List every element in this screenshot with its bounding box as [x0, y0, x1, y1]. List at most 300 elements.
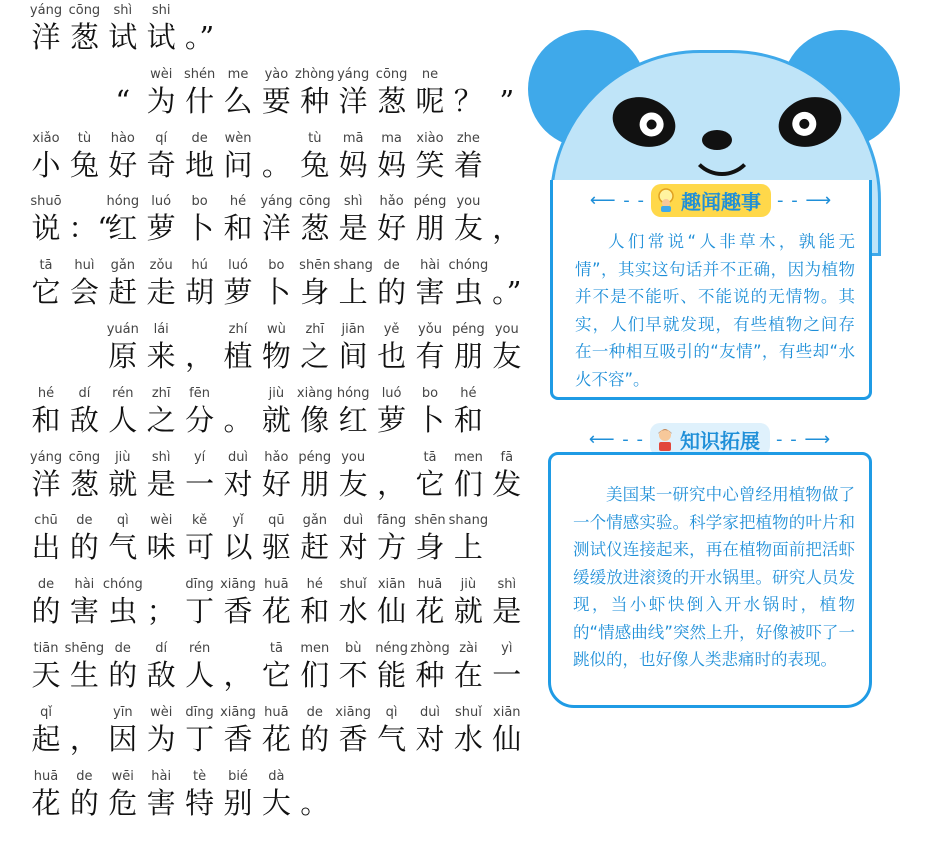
pinyin: de [37, 577, 55, 593]
hanzi: 来 [146, 339, 176, 373]
pinyin: cōng [68, 449, 101, 465]
pinyin: yuán [106, 322, 139, 337]
story-char [184, 641, 216, 705]
hanzi: 花 [261, 594, 291, 629]
story-char [491, 322, 523, 386]
hanzi: 之 [300, 339, 330, 373]
pinyin: zhī [151, 385, 171, 401]
fun-facts-badge [651, 184, 771, 217]
hanzi: 好 [108, 147, 138, 182]
pinyin: xiāng [220, 577, 256, 593]
hanzi: 仙 [492, 721, 522, 756]
hanzi: 有 [415, 339, 445, 373]
pinyin: qū [268, 513, 285, 529]
pinyin: hé [229, 194, 247, 210]
pinyin: tā [269, 641, 283, 656]
pinyin: yīn [113, 704, 133, 720]
hanzi: 出 [31, 530, 61, 565]
hanzi: 害 [146, 785, 176, 820]
pinyin: wèi [150, 66, 173, 82]
pinyin: hú [191, 258, 208, 274]
hanzi: 试 [108, 20, 138, 54]
story-line [0, 386, 510, 450]
hanzi: 花 [31, 785, 61, 820]
hanzi: 可 [185, 530, 215, 565]
pinyin: huā [264, 577, 289, 593]
story-char [102, 577, 143, 641]
hanzi: 胡 [185, 275, 215, 310]
hanzi: 。” [492, 275, 522, 310]
hanzi: 要 [261, 83, 291, 118]
knowledge-title: 知识拓展 [680, 428, 760, 453]
pinyin: yì [501, 641, 513, 656]
pinyin: hào [110, 130, 135, 146]
story-char [184, 3, 216, 67]
pinyin: hǎo [379, 194, 404, 210]
story-char [448, 258, 489, 322]
pinyin: chóng [102, 577, 143, 593]
hanzi: 别 [223, 785, 253, 820]
hanzi: 就 [108, 466, 138, 501]
pinyin: duì [419, 704, 441, 720]
story-char [491, 641, 523, 705]
hanzi: 身 [300, 275, 330, 310]
pinyin: xiān [377, 577, 406, 593]
story-line [0, 66, 515, 131]
pinyin: hé [37, 385, 55, 401]
hanzi: 妈 [338, 147, 368, 182]
pinyin: wèn [224, 130, 252, 146]
pinyin: de [191, 130, 208, 146]
hanzi: 上 [338, 275, 368, 310]
hanzi: ， [185, 339, 215, 373]
hanzi: 在 [453, 658, 483, 692]
hanzi: 虫 [108, 594, 138, 629]
hanzi: 兔 [69, 147, 99, 182]
hanzi: 萝 [377, 402, 407, 437]
story-char [491, 67, 523, 131]
hanzi: 的 [108, 658, 138, 692]
hanzi: 花 [261, 721, 291, 756]
pinyin: de [76, 513, 93, 529]
hanzi: ； [146, 594, 176, 629]
pinyin: hǎo [264, 449, 289, 465]
pinyin: jiù [460, 577, 477, 593]
hanzi: 呢 [415, 83, 445, 118]
hanzi: 卜 [185, 211, 215, 246]
story-char [30, 194, 62, 258]
pinyin: yáng [337, 66, 370, 82]
pinyin: duì [227, 449, 249, 465]
pinyin: jiù [115, 449, 131, 465]
hanzi: 害 [415, 275, 445, 310]
hanzi: 是 [338, 211, 368, 246]
pinyin: xiāng [335, 704, 372, 720]
pinyin: dí [78, 385, 91, 401]
hanzi: 说 [31, 211, 61, 246]
fun-facts-heading [550, 183, 872, 217]
hanzi: 它 [415, 466, 445, 501]
hanzi: 赶 [300, 530, 330, 565]
story-char [414, 67, 446, 131]
pinyin: qí [155, 130, 168, 146]
hanzi: 萝 [146, 211, 176, 246]
hanzi: 们 [300, 658, 330, 692]
story-char [491, 194, 523, 258]
pinyin: néng [375, 641, 408, 656]
pinyin: huì [74, 258, 95, 274]
hanzi: 气 [108, 530, 138, 565]
hanzi: 卜 [415, 402, 445, 437]
pinyin: bié [228, 768, 248, 784]
pinyin: bo [268, 258, 285, 274]
hanzi: 。” [184, 20, 215, 54]
hanzi: ， [69, 721, 99, 756]
hanzi: 分 [185, 402, 215, 437]
hanzi: 就 [261, 402, 291, 437]
hanzi: “ [115, 83, 131, 118]
hanzi: 小 [31, 147, 61, 182]
hanzi: 卜 [261, 275, 291, 310]
pinyin: you [341, 449, 366, 465]
pinyin: chū [34, 513, 58, 529]
pinyin: men [300, 641, 330, 656]
story-line [0, 704, 522, 769]
hanzi: 是 [492, 594, 522, 629]
hanzi: 和 [453, 402, 483, 437]
hanzi: 兔 [300, 147, 330, 182]
reading-kid-icon [654, 427, 676, 451]
pinyin: fēn [189, 385, 210, 401]
hanzi: 人 [185, 658, 215, 692]
hanzi: 原 [108, 339, 138, 373]
story-char [260, 769, 292, 833]
pinyin: hóng [106, 194, 140, 210]
pinyin: shuǐ [339, 577, 367, 593]
fun-facts-title: 趣闻趣事 [681, 189, 761, 214]
hanzi: 天 [31, 658, 61, 692]
pinyin: huā [417, 577, 443, 593]
hanzi: 丁 [185, 721, 215, 756]
hanzi: 对 [415, 721, 445, 756]
hanzi: 和 [31, 402, 61, 437]
pinyin: shuō [30, 194, 62, 210]
pinyin: luó [381, 385, 402, 401]
pinyin: tā [39, 258, 53, 274]
hanzi: 也 [377, 339, 407, 373]
story-line [0, 131, 510, 195]
pinyin: yǒu [418, 322, 442, 337]
pinyin: xiàng [296, 385, 333, 401]
pinyin: kě [192, 513, 208, 529]
pinyin: you [494, 322, 519, 337]
hanzi: 气 [377, 721, 407, 756]
hanzi: 的 [377, 275, 407, 310]
pinyin: yào [264, 66, 289, 82]
pinyin: qì [385, 704, 398, 720]
story-line [0, 577, 522, 641]
hanzi: ？ [453, 83, 483, 118]
pinyin: de [383, 258, 400, 274]
hanzi: 妈 [377, 147, 407, 182]
pinyin: tù [77, 130, 92, 146]
hanzi: 会 [69, 275, 99, 310]
hanzi: 香 [338, 721, 368, 756]
pinyin: shang [448, 513, 489, 529]
pinyin: gǎn [302, 513, 328, 529]
hanzi: ” [499, 83, 515, 118]
pinyin: men [453, 449, 483, 465]
pinyin: wēi [111, 768, 134, 784]
hanzi: 能 [377, 658, 407, 692]
pinyin: qǐ [40, 704, 52, 720]
pinyin: hài [420, 258, 440, 274]
hanzi: 上 [453, 530, 483, 565]
hanzi: 走 [146, 275, 176, 310]
pinyin: zài [459, 641, 478, 656]
knowledge-box [548, 452, 872, 708]
pinyin: zhī [305, 322, 325, 337]
hanzi: 水 [338, 594, 368, 629]
hanzi: 们 [453, 466, 483, 501]
pinyin: bo [421, 385, 439, 401]
pinyin: tù [308, 130, 322, 146]
hanzi: 葱 [377, 83, 407, 118]
hanzi: 种 [415, 658, 445, 692]
story-line [0, 3, 510, 67]
hanzi: 之 [146, 402, 176, 437]
story-char [299, 769, 331, 833]
pinyin: yě [383, 322, 400, 337]
pinyin: péng [298, 449, 332, 465]
hanzi: 起 [31, 721, 61, 756]
hanzi: 问 [223, 147, 253, 182]
hanzi: 它 [31, 275, 61, 310]
fun-facts-text: 人们常说“人非草木，孰能无情”，其实这句话并不正确，因为植物并不是不能听、不能说的无情物。其实，人们早就发现，有些植物之间存在一种相互吸引的“友情”，有些却“水火不容”。 [575, 232, 855, 389]
pinyin: shuǐ [454, 704, 482, 720]
pinyin: bo [191, 194, 208, 210]
hanzi: 试 [146, 20, 176, 54]
hanzi: 危 [108, 785, 138, 820]
pinyin: shì [497, 577, 517, 593]
pinyin: de [114, 641, 131, 656]
pinyin: rén [112, 385, 134, 401]
hanzi: 敌 [146, 658, 176, 692]
hanzi: ， [223, 658, 253, 692]
hanzi: 物 [261, 339, 291, 373]
hanzi: 以 [223, 530, 253, 565]
hanzi: 特 [185, 785, 215, 820]
hanzi: 方 [377, 530, 407, 565]
hanzi: 仙 [377, 594, 407, 629]
pinyin: shì [343, 194, 363, 210]
pinyin: duì [343, 513, 364, 529]
hanzi: 味 [146, 530, 176, 565]
hanzi: 大 [261, 785, 291, 820]
story-line [0, 513, 510, 577]
pinyin: yǐ [232, 513, 244, 529]
hanzi: 。 [261, 147, 291, 182]
pinyin: shēng [64, 641, 105, 656]
hanzi: 好 [377, 211, 407, 246]
story-char [30, 705, 62, 769]
hanzi: 的 [300, 721, 330, 756]
hanzi: 笑 [415, 147, 445, 182]
hanzi: 朋 [300, 466, 330, 501]
pinyin: shang [333, 258, 373, 274]
hanzi: 一 [492, 658, 522, 692]
hanzi: 地 [185, 147, 215, 182]
hanzi: 赶 [108, 275, 138, 310]
pinyin: shi [151, 3, 171, 18]
pinyin: fāng [377, 513, 407, 529]
hanzi: 人 [108, 402, 138, 437]
story-line [0, 449, 522, 514]
knowledge-heading [548, 422, 872, 456]
hanzi: 葱 [300, 211, 330, 246]
pinyin: dīng [185, 577, 214, 593]
hanzi: 么 [223, 83, 253, 118]
hanzi: 发 [492, 466, 522, 501]
hanzi: 好 [261, 466, 291, 501]
hanzi: 奇 [146, 147, 176, 182]
hanzi: 着 [453, 147, 483, 182]
knowledge-text: 美国某一研究中心曾经用植物做了一个情感实验。科学家把植物的叶片和测试仪连接起来，再在植物面前把活虾缓缓放进滚烫的开水锅里。研究人员发现，当小虾快倒入开水锅时，植物的“情感曲线”突然上升，好像被吓了一跳似的，也好像人类悲痛时的表现。 [573, 485, 855, 669]
story-char [491, 577, 523, 641]
pinyin: péng [413, 194, 447, 210]
hanzi: ：“ [68, 211, 113, 246]
hanzi: 害 [69, 594, 99, 629]
pinyin: tiān [33, 641, 59, 656]
knowledge-badge [650, 423, 770, 456]
pinyin: hóng [336, 385, 370, 401]
pinyin: xiāng [220, 704, 256, 720]
hanzi: 和 [223, 211, 253, 246]
pinyin: mā [342, 130, 364, 146]
lightbulb-kid-icon [655, 188, 677, 212]
hanzi: 葱 [69, 466, 99, 501]
hanzi: 香 [223, 594, 253, 629]
story-char [491, 258, 523, 322]
pinyin: zhòng [410, 641, 450, 656]
pinyin: yáng [260, 194, 293, 210]
pinyin: cōng [299, 194, 331, 210]
pinyin: yáng [29, 449, 63, 465]
pinyin: shén [183, 66, 216, 82]
pinyin: zhe [456, 130, 480, 146]
hanzi: 种 [300, 83, 330, 118]
pinyin: xiān [493, 704, 521, 720]
pinyin: de [76, 768, 93, 784]
pinyin: yí [193, 449, 206, 465]
story-char [452, 194, 484, 258]
pinyin: chóng [448, 258, 489, 274]
pinyin: gǎn [110, 258, 136, 274]
hanzi: 身 [415, 530, 445, 565]
pinyin: xiào [416, 130, 444, 146]
story-char [145, 3, 177, 67]
left-arrow-icon: ⟵ - - [589, 189, 645, 211]
story-line [0, 322, 522, 386]
hanzi: 什 [185, 83, 215, 118]
pinyin: shēn [414, 513, 446, 529]
pinyin: bù [344, 641, 362, 656]
pinyin: cōng [68, 3, 101, 18]
pinyin: de [306, 704, 323, 720]
story-line [0, 194, 522, 258]
pinyin: zǒu [149, 258, 173, 274]
hanzi: 植 [223, 339, 253, 373]
pinyin: hài [74, 577, 95, 593]
hanzi: 对 [223, 466, 253, 501]
hanzi: 洋 [261, 211, 291, 246]
right-arrow-icon: - - ⟶ [777, 189, 833, 211]
story-char [491, 450, 523, 514]
pinyin: hài [151, 768, 172, 784]
hanzi: 朋 [453, 339, 483, 373]
story-char [452, 67, 484, 131]
hanzi: 为 [146, 83, 176, 118]
pinyin: wù [266, 322, 286, 337]
pinyin: hé [460, 385, 477, 401]
pinyin: shēn [299, 258, 331, 274]
hanzi: 。 [300, 785, 330, 820]
pinyin: zhí [228, 322, 248, 337]
pinyin: wèi [150, 704, 173, 720]
hanzi: 葱 [69, 20, 99, 54]
pinyin: hé [306, 577, 323, 593]
hanzi: 花 [415, 594, 445, 629]
pinyin: dīng [185, 704, 214, 720]
hanzi: 洋 [338, 83, 368, 118]
pinyin: jiù [268, 385, 285, 401]
story-line [0, 641, 522, 705]
pinyin: huā [264, 704, 289, 720]
story-char [145, 322, 177, 386]
pinyin: zhòng [295, 66, 335, 82]
pinyin: you [456, 194, 481, 210]
pinyin: huā [33, 768, 59, 784]
hanzi: 红 [108, 211, 138, 246]
hanzi: 友 [338, 466, 368, 501]
pinyin: jiān [341, 322, 365, 337]
hanzi: 。 [223, 402, 253, 437]
story-char [337, 450, 369, 514]
hanzi: 朋 [415, 211, 445, 246]
hanzi: 友 [453, 211, 483, 246]
pinyin: lái [153, 322, 169, 337]
hanzi: 丁 [185, 594, 215, 629]
right-arrow-icon: - - ⟶ [776, 428, 832, 450]
pinyin: shì [151, 449, 171, 465]
hanzi: 红 [338, 402, 368, 437]
hanzi: 虫 [453, 275, 483, 310]
hanzi: 香 [223, 721, 253, 756]
pinyin: luó [151, 194, 172, 210]
pinyin: ne [421, 66, 439, 82]
left-arrow-icon: ⟵ - - [588, 428, 644, 450]
hanzi: 敌 [69, 402, 99, 437]
pinyin: ma [381, 130, 402, 146]
hanzi: 不 [338, 658, 368, 692]
pinyin: péng [452, 322, 485, 337]
story-char [184, 386, 216, 450]
story-char [491, 705, 523, 769]
story-line [0, 258, 522, 322]
hanzi: 友 [492, 339, 522, 373]
pinyin: tā [423, 449, 437, 465]
pinyin: dà [268, 768, 285, 784]
